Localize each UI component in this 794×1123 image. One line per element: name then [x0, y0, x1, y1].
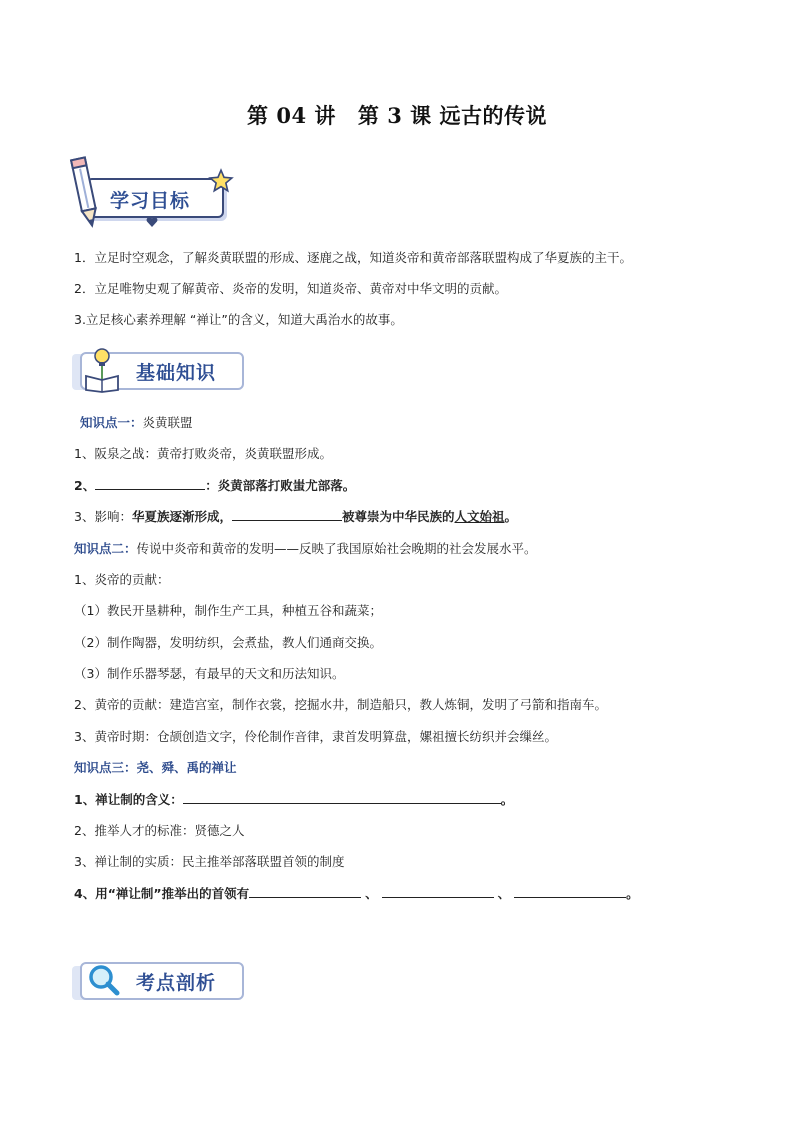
goals-badge-label: 学习目标: [110, 190, 191, 212]
kp3-line-1-end: 。: [500, 792, 514, 807]
kp1-line-2: [74, 478, 355, 494]
kp1-line-3-mid: 被尊崇为中华民族的: [341, 509, 455, 524]
goal-2: 2．立足唯物史观了解黄帝、炎帝的发明，知道炎帝、黄帝对中华文明的贡献。: [74, 281, 507, 296]
kp2-heading-label: 知识点二：: [74, 541, 137, 556]
book-lightbulb-icon: [82, 346, 122, 394]
goal-1: 1．立足时空观念，了解炎黄联盟的形成、逐鹿之战，知道炎帝和黄帝部落联盟构成了华夏族的主干。: [74, 250, 632, 265]
kp3-line-1-prefix: 1、禅让制的含义：: [74, 792, 183, 807]
star-icon: [208, 168, 234, 194]
kp2-line-4: （3）制作乐器琴瑟，有最早的天文和历法知识。: [74, 666, 345, 681]
kp3-line-1: [74, 792, 513, 808]
kp2-heading-text: 传说中炎帝和黄帝的发明——反映了我国原始社会晚期的社会发展水平。: [136, 541, 537, 556]
basics-badge-label: 基础知识: [136, 362, 217, 384]
pencil-icon: [66, 152, 106, 232]
kp2-heading: [74, 541, 537, 557]
goals-badge: [66, 152, 236, 234]
kp3-line-2: 2、推举人才的标准：贤德之人: [74, 823, 245, 838]
analysis-badge: [72, 956, 244, 1008]
blank-field[interactable]: [232, 509, 342, 521]
blank-field[interactable]: [514, 886, 626, 898]
blank-field[interactable]: [249, 886, 361, 898]
title-lecture: 第 04 讲: [247, 103, 336, 128]
kp2-line-1: 1、炎帝的贡献：: [74, 572, 170, 587]
blank-field[interactable]: [95, 478, 205, 490]
kp2-line-5: 2、黄帝的贡献：建造宫室，制作衣裳，挖掘水井，制造船只，教人炼铜，发明了弓箭和指南车。: [74, 697, 607, 712]
blank-field[interactable]: [382, 886, 494, 898]
kp2-line-6: 3、黄帝时期：仓颉创造文字，伶伦制作音律，隶首发明算盘，嫘祖擅长纺织并会缫丝。: [74, 729, 557, 744]
page-title: [0, 100, 794, 130]
kp1-line-3-end: 。: [504, 509, 518, 524]
kp1-heading-text: 炎黄联盟: [142, 415, 193, 430]
kp2-line-2: （1）教民开垦耕种，制作生产工具，种植五谷和蔬菜；: [74, 603, 382, 618]
kp3-line-4: [74, 886, 639, 902]
kp3-line-3: 3、禅让制的实质：民主推举部落联盟首领的制度: [74, 854, 345, 869]
kp1-heading-label: 知识点一：: [80, 415, 143, 430]
basics-badge: [72, 344, 244, 400]
analysis-badge-label: 考点剖析: [136, 972, 217, 994]
kp3-heading: 知识点三：尧、舜、禹的禅让: [74, 760, 237, 775]
kp1-line-2-suffix: ：炎黄部落打败蚩尤部落。: [205, 478, 356, 493]
kp3-line-4-prefix: 4、用“禅让制”推举出的首领有: [74, 886, 250, 901]
kp1-line-3-prefix: 3、影响：: [74, 509, 132, 524]
kp1-line-3-bold: 华夏族逐渐形成，: [131, 509, 232, 524]
goal-3: 3.立足核心素养理解 “禅让”的含义，知道大禹治水的故事。: [74, 312, 403, 327]
separator: 、: [365, 886, 378, 901]
kp1-line-2-prefix: 2、: [74, 478, 96, 493]
kp2-line-3: （2）制作陶器，发明纺织，会煮盐，教人们通商交换。: [74, 635, 382, 650]
magnifier-icon: [86, 962, 122, 998]
kp3-line-4-end: 。: [626, 886, 639, 901]
title-lesson: 第 3 课 远古的传说: [357, 103, 547, 128]
kp1-line-3-underlined: 人文始祖: [454, 509, 505, 524]
kp1-line-3: [74, 509, 517, 525]
heart-icon: [146, 216, 158, 228]
blank-field[interactable]: [183, 792, 501, 804]
kp1-heading: [80, 415, 193, 431]
separator: 、: [497, 886, 511, 901]
kp1-line-1: 1、阪泉之战：黄帝打败炎帝，炎黄联盟形成。: [74, 446, 332, 461]
